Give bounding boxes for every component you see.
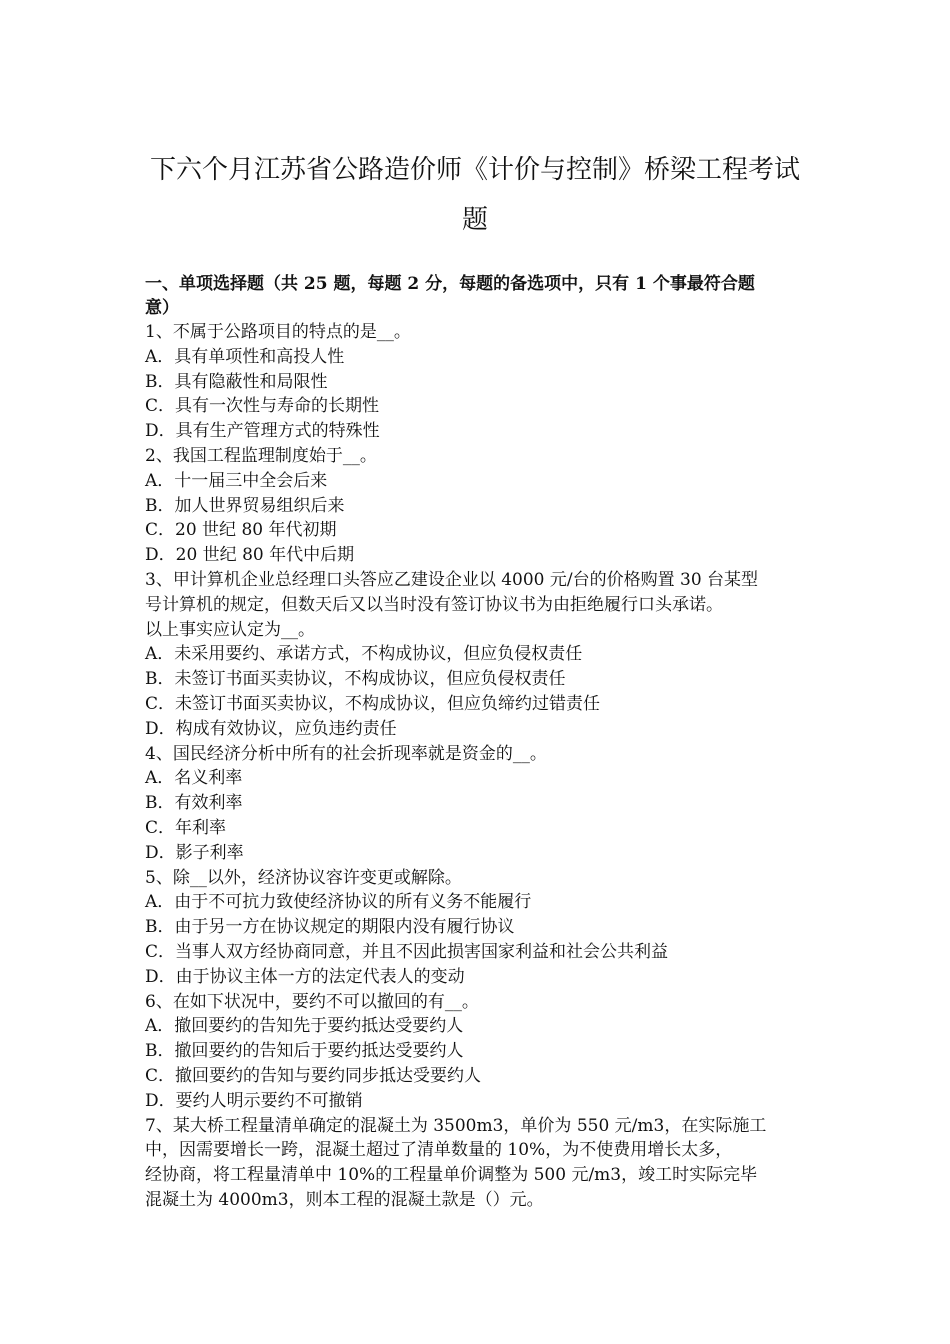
option-b: B．有效利率 (145, 793, 243, 814)
option-c: C．未签订书面买卖协议，不构成协议，但应负缔约过错责任 (145, 693, 601, 714)
question-2 (145, 444, 810, 568)
section-heading-line-2: 意） (145, 298, 179, 318)
question-stem: 4、国民经济分析中所有的社会折现率就是资金的__。 (145, 743, 547, 764)
question-3 (145, 568, 810, 742)
question-5 (145, 866, 810, 990)
question-stem-line-1: 7、某大桥工程量清单确定的混凝土为 3500m3，单价为 550 元/m3，在实际施工 (145, 1115, 767, 1136)
option-a: A．由于不可抗力致使经济协议的所有义务不能履行 (145, 892, 532, 913)
option-d: D．20 世纪 80 年代中后期 (145, 545, 355, 566)
option-d: D．要约人明示要约不可撤销 (145, 1090, 363, 1111)
option-d: D．构成有效协议，应负违约责任 (145, 718, 397, 739)
option-c: C．20 世纪 80 年代初期 (145, 520, 337, 541)
option-c: C．当事人双方经协商同意，并且不因此损害国家利益和社会公共利益 (145, 941, 669, 962)
question-1 (145, 320, 810, 444)
question-stem-line-2: 号计算机的规定，但数天后又以当时没有签订协议书为由拒绝履行口头承诺。 (145, 594, 723, 615)
question-7 (145, 1114, 810, 1213)
title-line-1: 下六个月江苏省公路造价师《计价与控制》桥梁工程考试 (149, 155, 800, 185)
option-a: A．具有单项性和高投人性 (145, 346, 345, 367)
question-stem: 2、我国工程监理制度始于__。 (145, 445, 377, 466)
question-stem-line-3: 以上事实应认定为__。 (145, 619, 315, 640)
title-line-2: 题 (461, 205, 488, 235)
option-b: B．由于另一方在协议规定的期限内没有履行协议 (145, 917, 515, 938)
question-6 (145, 990, 810, 1114)
document-title (140, 145, 810, 245)
option-c: C．具有一次性与寿命的长期性 (145, 396, 380, 417)
option-a: A．名义利率 (145, 768, 243, 789)
option-b: B．撤回要约的告知后于要约抵达受要约人 (145, 1041, 464, 1062)
option-a: A．十一届三中全会后来 (145, 470, 328, 491)
option-c: C．年利率 (145, 817, 227, 838)
option-d: D．具有生产管理方式的特殊性 (145, 421, 380, 442)
question-stem-line-4: 混凝土为 4000m3，则本工程的混凝土款是（）元。 (145, 1189, 544, 1210)
option-a: A．撤回要约的告知先于要约抵达受要约人 (145, 1016, 464, 1037)
option-c: C．撤回要约的告知与要约同步抵达受要约人 (145, 1065, 482, 1086)
question-stem-line-1: 3、甲计算机企业总经理口头答应乙建设企业以 4000 元/台的价格购置 30 台某型 (145, 569, 759, 590)
option-d: D．影子利率 (145, 842, 244, 863)
question-stem: 6、在如下状况中，要约不可以撤回的有__。 (145, 991, 479, 1012)
document-body (145, 272, 810, 1213)
option-b: B．加人世界贸易组织后来 (145, 495, 345, 516)
option-d: D．由于协议主体一方的法定代表人的变动 (145, 966, 465, 987)
question-4 (145, 742, 810, 866)
question-stem: 1、不属于公路项目的特点的是__。 (145, 322, 411, 342)
question-stem-line-2: 中，因需要增长一跨，混凝土超过了清单数量的 10%，为不使费用增长太多， (145, 1140, 733, 1161)
question-stem: 5、除__以外，经济协议容许变更或解除。 (145, 867, 462, 888)
option-b: B．未签订书面买卖协议，不构成协议，但应负侵权责任 (145, 669, 566, 690)
question-stem-line-3: 经协商，将工程量清单中 10%的工程量单价调整为 500 元/m3，竣工时实际完毕 (145, 1165, 758, 1186)
section-heading (145, 272, 810, 320)
option-b: B．具有隐蔽性和局限性 (145, 371, 328, 392)
option-a: A．未采用要约、承诺方式，不构成协议，但应负侵权责任 (145, 644, 583, 665)
section-heading-line-1: 一、单项选择题（共 25 题，每题 2 分，每题的备选项中，只有 1 个事最符合题 (145, 274, 755, 294)
